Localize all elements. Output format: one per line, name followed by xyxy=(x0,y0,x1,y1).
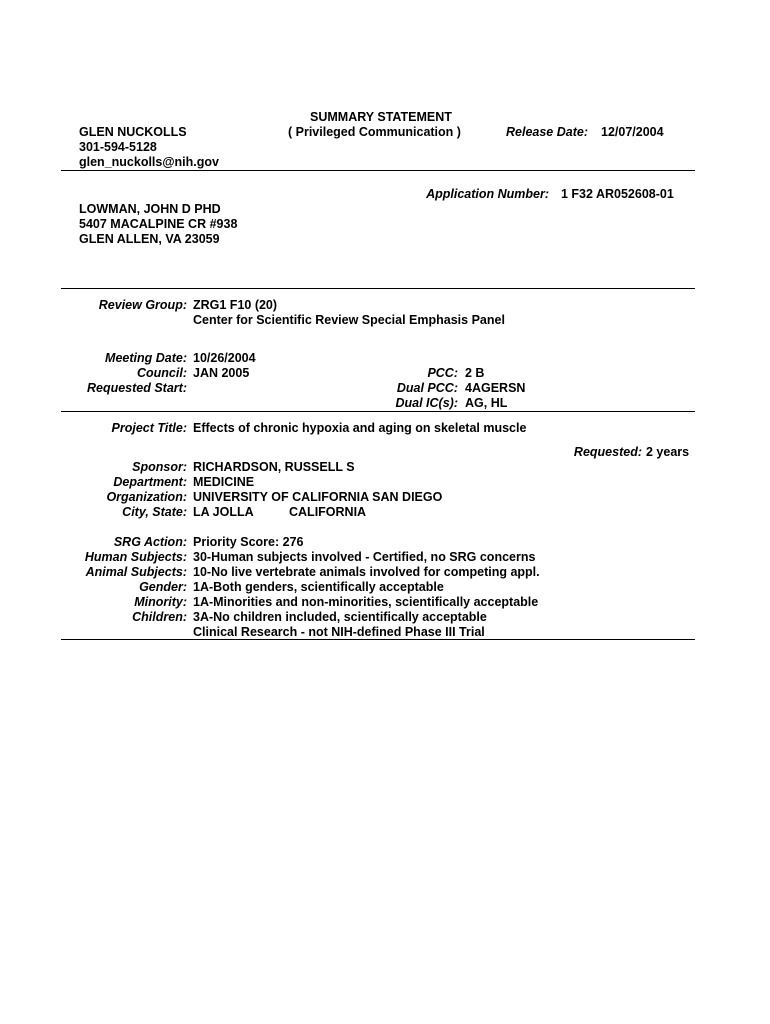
animal-subjects-value: 10-No live vertebrate animals involved for competing appl. xyxy=(193,565,540,579)
children-label: Children: xyxy=(132,610,187,624)
header-divider xyxy=(61,170,695,171)
requested-value: 2 years xyxy=(646,445,690,459)
requested-start-label: Requested Start: xyxy=(86,381,187,395)
project-title-label: Project Title: xyxy=(111,421,187,435)
contact-phone: 301-594-5128 xyxy=(79,140,157,154)
organization-value: UNIVERSITY OF CALIFORNIA SAN DIEGO xyxy=(193,490,443,504)
gender-label: Gender: xyxy=(139,580,187,594)
sponsor-label: Sponsor: xyxy=(132,460,187,474)
requested-label: Requested: xyxy=(573,445,642,459)
meeting-date-label: Meeting Date: xyxy=(105,351,187,365)
applicant-divider xyxy=(61,288,695,289)
dual-ic-value: AG, HL xyxy=(465,396,508,410)
release-date-value: 12/07/2004 xyxy=(601,125,664,139)
review-group-label: Review Group: xyxy=(98,298,187,312)
contact-email: glen_nuckolls@nih.gov xyxy=(79,155,219,169)
dual-ic-label: Dual IC(s): xyxy=(395,396,458,410)
applicant-address-line1: 5407 MACALPINE CR #938 xyxy=(79,217,238,231)
minority-value: 1A-Minorities and non-minorities, scientifically acceptable xyxy=(193,595,539,609)
clinical-research-value: Clinical Research - not NIH-defined Phase III Trial xyxy=(193,625,485,639)
dual-pcc-value: 4AGERSN xyxy=(465,381,526,395)
dual-pcc-label: Dual PCC: xyxy=(396,381,458,395)
document-title: SUMMARY STATEMENT xyxy=(310,110,452,124)
release-date-label: Release Date: xyxy=(506,125,588,139)
department-label: Department: xyxy=(113,475,187,489)
city-state-label: City, State: xyxy=(122,505,187,519)
children-value: 3A-No children included, scientifically acceptable xyxy=(193,610,487,624)
project-title-value: Effects of chronic hypoxia and aging on skeletal muscle xyxy=(193,421,527,435)
footer-divider xyxy=(61,639,695,640)
organization-label: Organization: xyxy=(106,490,187,504)
minority-label: Minority: xyxy=(134,595,187,609)
applicant-address-line2: GLEN ALLEN, VA 23059 xyxy=(79,232,220,246)
application-number-value: 1 F32 AR052608-01 xyxy=(561,187,674,201)
review-group-value: ZRG1 F10 (20) xyxy=(193,298,278,312)
pcc-value: 2 B xyxy=(465,366,485,380)
human-subjects-label: Human Subjects: xyxy=(84,550,187,564)
document-subtitle: ( Privileged Communication ) xyxy=(288,125,461,139)
city-value: LA JOLLA xyxy=(193,505,254,519)
state-value: CALIFORNIA xyxy=(289,505,367,519)
contact-name: GLEN NUCKOLLS xyxy=(79,125,187,139)
gender-value: 1A-Both genders, scientifically acceptable xyxy=(193,580,444,594)
sponsor-value: RICHARDSON, RUSSELL S xyxy=(193,460,355,474)
council-label: Council: xyxy=(137,366,187,380)
review-divider xyxy=(61,411,695,412)
animal-subjects-label: Animal Subjects: xyxy=(85,565,187,579)
srg-action-label: SRG Action: xyxy=(113,535,187,549)
srg-action-value: Priority Score: 276 xyxy=(193,535,304,549)
meeting-date-value: 10/26/2004 xyxy=(193,351,256,365)
human-subjects-value: 30-Human subjects involved - Certified, no SRG concerns xyxy=(193,550,536,564)
department-value: MEDICINE xyxy=(193,475,255,489)
applicant-name: LOWMAN, JOHN D PHD xyxy=(79,202,221,216)
pcc-label: PCC: xyxy=(427,366,458,380)
review-group-description: Center for Scientific Review Special Emphasis Panel xyxy=(193,313,505,327)
council-value: JAN 2005 xyxy=(193,366,250,380)
application-number-label: Application Number: xyxy=(426,187,549,201)
